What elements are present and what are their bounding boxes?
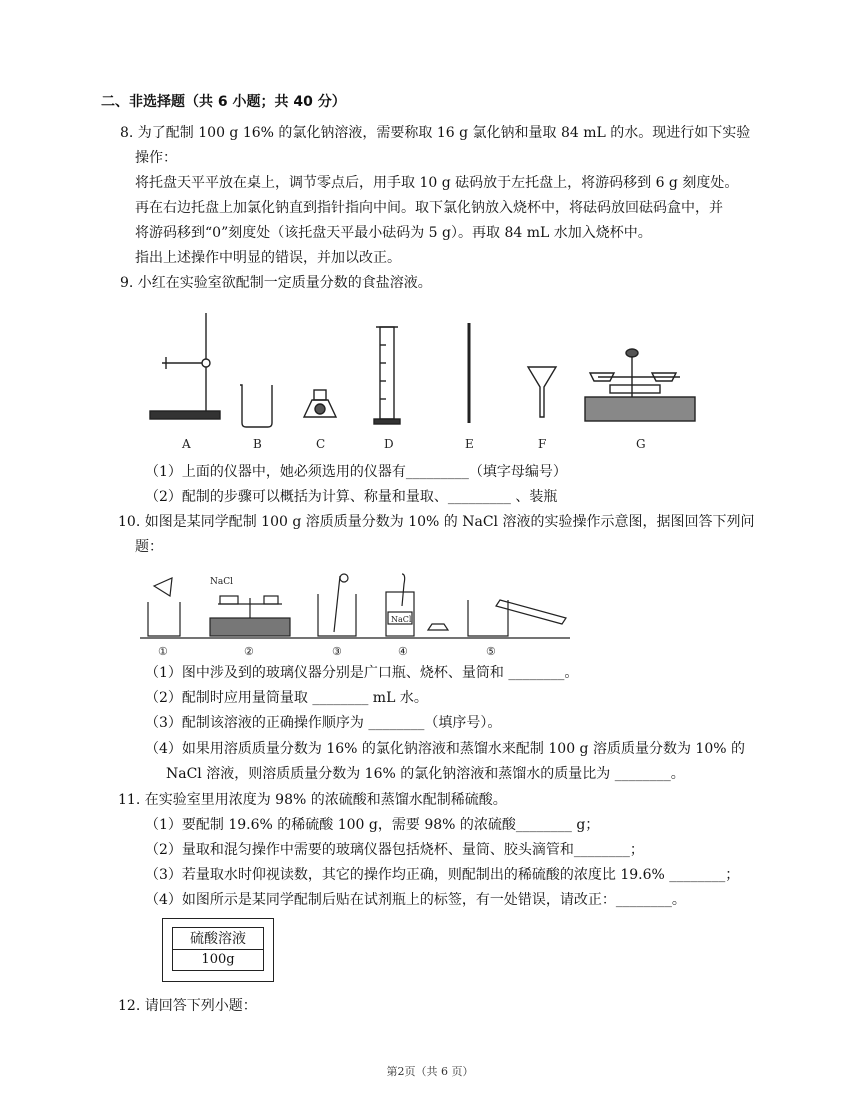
q12-stem: 12. 请回答下列小题： <box>118 998 257 1014</box>
q9-sub-2: （2）配制的步骤可以概括为计算、称量和量取、_________ 、装瓶 <box>145 489 558 505</box>
label-a: A <box>182 437 191 451</box>
q10-sub-2: （2）配制时应用量筒量取 ________ mL 水。 <box>145 690 428 706</box>
step3-beaker-rod-icon <box>318 574 356 636</box>
q11-sub-2: （2）量取和混匀操作中需要的玻璃仪器包括烧杯、量筒、胶头滴管和________； <box>145 842 644 858</box>
q9-apparatus-figure <box>140 305 700 453</box>
label-g: G <box>636 437 646 451</box>
beaker-icon <box>240 385 272 427</box>
q10-line-1: 10. 如图是某同学配制 100 g 溶质质量分数为 10% 的 NaCl 溶液的实验操作示意图，据图回答下列问 <box>118 514 755 530</box>
apparatus-labels <box>181 437 646 451</box>
q10-line-2: 题： <box>135 539 163 555</box>
step-3: ③ <box>332 645 342 658</box>
label-b: B <box>253 437 262 451</box>
q8-line-1: 8. 为了配制 100 g 16% 的氯化钠溶液，需要称取 16 g 氯化钠和量取 84 mL 的水。现进行如下实验 <box>120 125 751 141</box>
graduated-cylinder-icon <box>374 327 400 424</box>
step-numbers <box>158 645 496 658</box>
step-1: ① <box>158 645 168 658</box>
q8-line-5: 将游码移到“0”刻度处（该托盘天平最小砝码为 5 g）。再取 84 mL 水加入烧杯中。 <box>135 225 652 241</box>
iron-stand-icon <box>150 313 220 419</box>
reagent-bottle-label <box>162 918 274 982</box>
step4-nacl-jar-icon <box>386 574 448 636</box>
q10-procedure-figure <box>140 572 570 660</box>
q8-line-6: 指出上述操作中明显的错误，并加以改正。 <box>135 250 401 266</box>
q10-sub-4b: NaCl 溶液，则溶质质量分数为 16% 的氯化钠溶液和蒸馏水的质量比为 ________。 <box>166 766 685 782</box>
funnel-icon <box>528 367 556 417</box>
q10-sub-3: （3）配制该溶液的正确操作顺序为 ________（填序号）。 <box>145 715 502 731</box>
q11-sub-3: （3）若量取水时仰视读数，其它的操作均正确，则配制出的稀硫酸的浓度比 19.6% ________； <box>145 867 740 883</box>
step-2: ② <box>244 645 254 658</box>
q9-stem: 9. 小红在实验室欲配制一定质量分数的食盐溶液。 <box>120 275 432 291</box>
step-4: ④ <box>398 645 408 658</box>
balance-icon <box>585 349 695 421</box>
q11-sub-1: （1）要配制 19.6% 的稀硫酸 100 g，需要 98% 的浓硫酸________ g； <box>145 817 600 833</box>
step-5: ⑤ <box>486 645 496 658</box>
q11-sub-4: （4）如图所示是某同学配制后贴在试剂瓶上的标签，有一处错误，请改正：________。 <box>145 892 686 908</box>
section-header: 二、非选择题（共 6 小题；共 40 分） <box>101 94 346 110</box>
label-e: E <box>465 437 474 451</box>
alcohol-lamp-icon <box>304 390 336 417</box>
q8-line-2: 操作： <box>135 150 177 166</box>
q10-sub-4a: （4）如果用溶质质量分数为 16% 的氯化钠溶液和蒸馏水来配制 100 g 溶质质量分数为 10% 的 <box>145 741 745 757</box>
q8-line-3: 将托盘天平平放在桌上，调节零点后，用手取 10 g 砝码放于左托盘上，将游码移到 6 g 刻度处。 <box>135 175 739 191</box>
step4-nacl-label: NaCl <box>391 615 412 624</box>
page-footer: 第2页（共 6 页） <box>386 1065 474 1078</box>
step5-pouring-icon <box>468 600 566 636</box>
step2-balance-icon <box>210 596 290 636</box>
label-f: F <box>538 437 547 451</box>
q11-stem: 11. 在实验室里用浓度为 98% 的浓硫酸和蒸馏水配制稀硫酸。 <box>118 792 507 808</box>
step1-beaker-icon <box>148 602 180 636</box>
label-mass: 100g <box>201 952 235 967</box>
label-c: C <box>316 437 326 451</box>
label-d: D <box>384 437 394 451</box>
label-title: 硫酸溶液 <box>173 928 263 950</box>
step2-nacl-label: NaCl <box>210 577 234 587</box>
q8-line-4: 再在右边托盘上加氯化钠直到指针指向中间。取下氯化钠放入烧杯中，将砝码放回砝码盒中，并 <box>135 200 723 216</box>
q10-sub-1: （1）图中涉及到的玻璃仪器分别是广口瓶、烧杯、量筒和 ________。 <box>145 665 579 681</box>
q9-sub-1: （1）上面的仪器中，她必须选用的仪器有_________（填字母编号） <box>145 464 567 480</box>
